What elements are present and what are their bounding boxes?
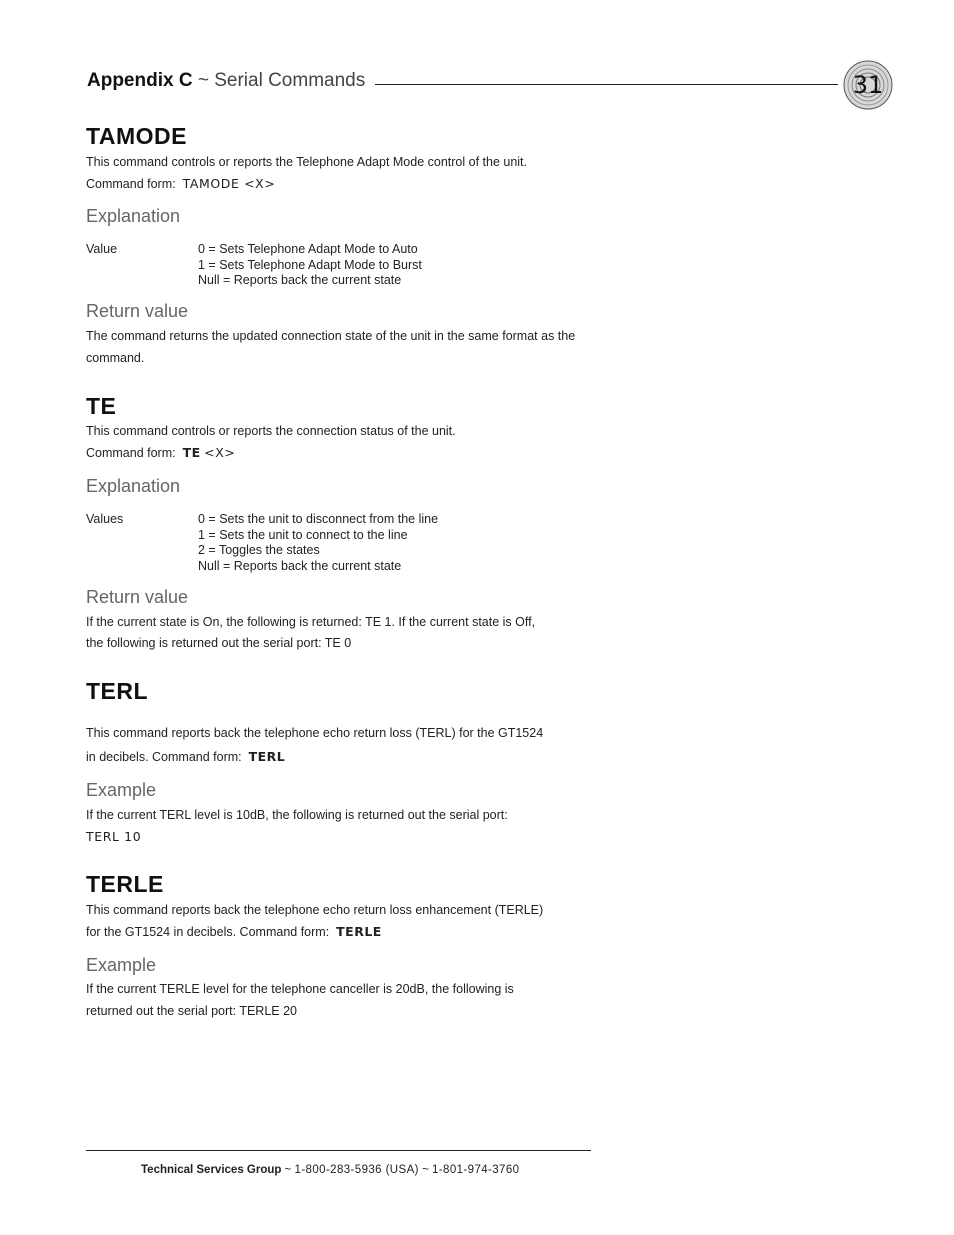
- terle-title: TERLE: [86, 871, 164, 897]
- tamode-command-form: [86, 173, 596, 195]
- te-return-text-line2: the following is returned out the serial port: TE 0: [86, 636, 352, 650]
- te-explanation-heading: Explanation: [86, 476, 181, 496]
- value-item: 2 = Toggles the states: [198, 543, 320, 557]
- te-return-heading: Return value: [86, 587, 189, 607]
- header-separator: ~: [197, 70, 209, 91]
- footer-phone-intl: 1-801-974-3760: [432, 1164, 520, 1176]
- value-item: 1 = Sets the unit to connect to the line: [198, 527, 408, 542]
- footer-phone-usa: 1-800-283-5936 (USA): [294, 1164, 419, 1176]
- terl-intro-text: in decibels. Command form:: [86, 750, 242, 764]
- command-form-label: Command form:: [86, 446, 176, 460]
- footer-group: Technical Services Group: [141, 1164, 282, 1176]
- terl-example-text: If the current TERL level is 10dB, the following is returned out the serial port:: [86, 808, 508, 822]
- header-rule: [375, 84, 838, 85]
- tamode-title: TAMODE: [86, 123, 187, 149]
- page-number: 31: [852, 71, 884, 99]
- command-form-arg: <X>: [204, 445, 236, 460]
- terl-intro-line2: [86, 746, 596, 768]
- value-item: Null = Reports back the current state: [198, 273, 402, 287]
- terle-intro-line1: This command reports back the telephone echo return loss enhancement (TERLE): [86, 903, 544, 917]
- command-form-cmd: TE: [182, 445, 201, 460]
- te-value-list: [198, 512, 438, 574]
- te-value-label: Values: [86, 512, 124, 526]
- terl-example-value: TERL 10: [86, 829, 142, 844]
- section-label: Serial Commands: [214, 70, 366, 91]
- terle-intro-text: for the GT1524 in decibels. Command form:: [86, 925, 330, 939]
- value-item: 0 = Sets the unit to disconnect from the line: [198, 512, 439, 526]
- te-return-text-line1: If the current state is On, the following is returned: TE 1. If the current state is Off,: [86, 615, 536, 629]
- tamode-explanation-heading: Explanation: [86, 206, 181, 226]
- running-header: [87, 70, 365, 92]
- terle-example-heading: Example: [86, 955, 157, 975]
- terle-example-text-line1: If the current TERLE level for the telephone canceller is 20dB, the following is: [86, 982, 514, 996]
- terl-title: TERL: [86, 678, 149, 704]
- te-command-form: [86, 442, 596, 464]
- te-title: TE: [86, 393, 117, 419]
- terl-example-heading: Example: [86, 780, 157, 800]
- appendix-label: Appendix C: [87, 70, 193, 91]
- tamode-return-text: The command returns the updated connection state of the unit in the same format as the command.: [86, 329, 576, 365]
- value-item: 1 = Sets Telephone Adapt Mode to Burst: [198, 257, 422, 272]
- footer-separator: ~: [422, 1164, 429, 1176]
- terl-intro-line1: This command reports back the telephone echo return loss (TERL) for the GT1524: [86, 726, 544, 740]
- command-form-value: TAMODE <X>: [182, 176, 276, 191]
- terle-example-text-line2: returned out the serial port: TERLE 20: [86, 1004, 297, 1018]
- footer: [141, 1164, 519, 1176]
- tamode-intro: This command controls or reports the Telephone Adapt Mode control of the unit.: [86, 155, 527, 169]
- terle-intro-line2: [86, 921, 596, 943]
- footer-separator: ~: [284, 1164, 292, 1176]
- te-intro: This command controls or reports the connection status of the unit.: [86, 424, 456, 438]
- tamode-value-label: Value: [86, 242, 118, 256]
- command-form-cmd: TERL: [248, 749, 286, 764]
- value-item: 0 = Sets Telephone Adapt Mode to Auto: [198, 242, 418, 256]
- value-item: Null = Reports back the current state: [198, 558, 402, 573]
- tamode-value-list: [198, 242, 422, 289]
- footer-rule: [86, 1150, 591, 1151]
- command-form-label: Command form:: [86, 177, 176, 191]
- command-form-cmd: TERLE: [336, 924, 382, 939]
- tamode-return-heading: Return value: [86, 301, 189, 321]
- page-badge-graphic: [843, 60, 893, 110]
- page-number-badge: [843, 60, 893, 110]
